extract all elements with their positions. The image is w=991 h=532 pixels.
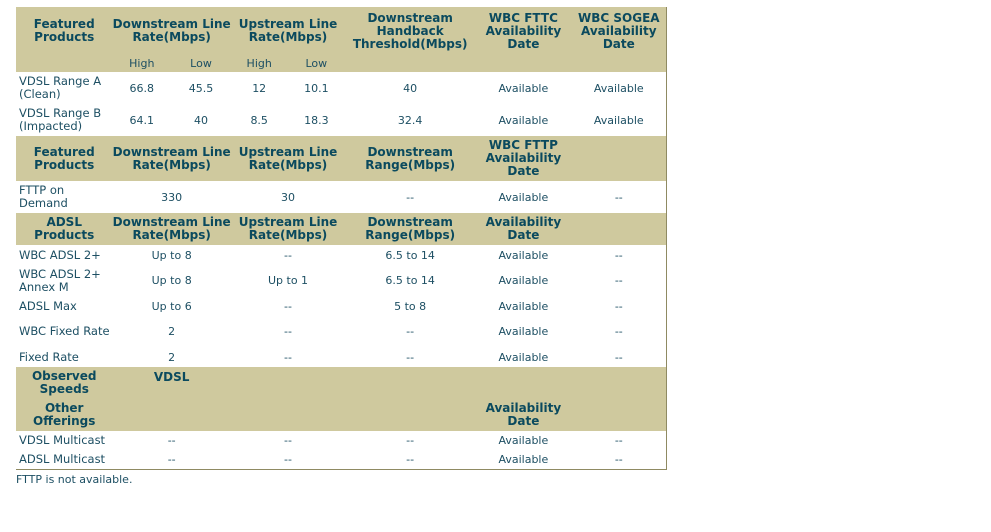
sogea-availability-value: Available (572, 72, 666, 104)
ds-high-value: 64.1 (112, 104, 171, 136)
availability-value: Available (475, 265, 571, 296)
range-value: 6.5 to 14 (345, 245, 475, 265)
other-offerings-header-row (16, 399, 666, 431)
upstream-value: -- (231, 347, 345, 367)
range-value: -- (345, 181, 475, 213)
extra-value: -- (572, 245, 666, 265)
availability-value: Available (475, 245, 571, 265)
subheader-row (16, 55, 666, 72)
header-adsl-products: ADSL Products (16, 213, 112, 245)
header-featured-products: Featured Products (16, 136, 112, 181)
row-label: VDSL Range B (Impacted) (16, 104, 112, 136)
extra-value: -- (572, 265, 666, 296)
fttc-availability-value: Available (475, 72, 571, 104)
table-row (16, 296, 666, 316)
header-upstream-line-rate: Upstream Line Rate(Mbps) (231, 213, 345, 245)
extra-value: -- (572, 296, 666, 316)
range-value: 6.5 to 14 (345, 265, 475, 296)
header-availability-date: Availability Date (475, 399, 571, 431)
extra-value: -- (572, 347, 666, 367)
header-downstream-range: Downstream Range(Mbps) (345, 136, 475, 181)
header-downstream-range: Downstream Range(Mbps) (345, 213, 475, 245)
us-low-value: 10.1 (288, 72, 346, 104)
us-high-value: 8.5 (231, 104, 288, 136)
header-wbc-fttp-availability: WBC FTTP Availability Date (475, 136, 571, 181)
table-row (16, 316, 666, 347)
subheader-blank (16, 55, 112, 72)
table-row (16, 265, 666, 296)
fttc-availability-value: Available (475, 104, 571, 136)
observed-speeds-label: Observed Speeds (16, 367, 112, 399)
observed-vdsl-label: VDSL (112, 367, 230, 399)
upstream-value: Up to 1 (231, 265, 345, 296)
handback-value: 40 (345, 72, 475, 104)
ds-low-value: 45.5 (171, 72, 231, 104)
row-label: Fixed Rate (16, 347, 112, 367)
subheader-us-low: Low (288, 55, 346, 72)
table-row (16, 181, 666, 213)
table-row (16, 450, 666, 469)
header-availability-date: Availability Date (475, 213, 571, 245)
us-high-value: 12 (231, 72, 288, 104)
extra-value: -- (572, 450, 666, 469)
header-upstream-line-rate: Upstream Line Rate(Mbps) (231, 7, 345, 55)
subheader-blank (572, 55, 666, 72)
downstream-value: Up to 6 (112, 296, 230, 316)
table-row (16, 347, 666, 367)
subheader-blank (345, 55, 475, 72)
broadband-availability-table-wrapper (16, 7, 667, 470)
col2-value: -- (231, 450, 345, 469)
header-wbc-sogea-availability: WBC SOGEA Availability Date (572, 7, 666, 55)
col1-value: -- (112, 431, 230, 450)
range-value: 5 to 8 (345, 296, 475, 316)
col1-value: -- (112, 450, 230, 469)
header-wbc-fttc-availability: WBC FTTC Availability Date (475, 7, 571, 55)
header-row-fttp (16, 136, 666, 181)
row-label: VDSL Multicast (16, 431, 112, 450)
availability-value: Available (475, 450, 571, 469)
row-label: ADSL Max (16, 296, 112, 316)
broadband-availability-table (16, 7, 666, 469)
header-downstream-line-rate: Downstream Line Rate(Mbps) (112, 136, 230, 181)
observed-speeds-row (16, 367, 666, 399)
header-downstream-handback: Downstream Handback Threshold(Mbps) (345, 7, 475, 55)
header-downstream-line-rate: Downstream Line Rate(Mbps) (112, 213, 230, 245)
subheader-ds-high: High (112, 55, 171, 72)
availability-value: Available (475, 316, 571, 347)
availability-value: Available (475, 181, 571, 213)
header-row-vdsl (16, 7, 666, 55)
col3-value: -- (345, 431, 475, 450)
row-label: WBC ADSL 2+ (16, 245, 112, 265)
range-value: -- (345, 347, 475, 367)
downstream-value: 2 (112, 316, 230, 347)
header-upstream-line-rate: Upstream Line Rate(Mbps) (231, 136, 345, 181)
row-label: FTTP on Demand (16, 181, 112, 213)
footer-note: FTTP is not available. (16, 473, 133, 486)
downstream-value: 2 (112, 347, 230, 367)
downstream-value: Up to 8 (112, 265, 230, 296)
extra-value: -- (572, 431, 666, 450)
header-downstream-line-rate: Downstream Line Rate(Mbps) (112, 7, 230, 55)
upstream-value: 30 (231, 181, 345, 213)
header-blank (572, 213, 666, 245)
table-row (16, 104, 666, 136)
downstream-value: Up to 8 (112, 245, 230, 265)
row-label: WBC Fixed Rate (16, 316, 112, 347)
table-row (16, 245, 666, 265)
upstream-value: -- (231, 316, 345, 347)
subheader-us-high: High (231, 55, 288, 72)
subheader-blank (475, 55, 571, 72)
header-blank (112, 399, 230, 431)
sogea-availability-value: Available (572, 104, 666, 136)
row-label: VDSL Range A (Clean) (16, 72, 112, 104)
subheader-ds-low: Low (171, 55, 231, 72)
other-offerings-label: Other Offerings (16, 399, 112, 431)
observed-blank (231, 367, 666, 399)
upstream-value: -- (231, 296, 345, 316)
row-label: ADSL Multicast (16, 450, 112, 469)
availability-value: Available (475, 431, 571, 450)
header-blank (231, 399, 345, 431)
us-low-value: 18.3 (288, 104, 346, 136)
ds-low-value: 40 (171, 104, 231, 136)
ds-high-value: 66.8 (112, 72, 171, 104)
header-blank (572, 399, 666, 431)
header-row-adsl (16, 213, 666, 245)
col2-value: -- (231, 431, 345, 450)
row-label: WBC ADSL 2+ Annex M (16, 265, 112, 296)
col3-value: -- (345, 450, 475, 469)
header-blank (345, 399, 475, 431)
table-row (16, 431, 666, 450)
range-value: -- (345, 316, 475, 347)
extra-value: -- (572, 181, 666, 213)
downstream-value: 330 (112, 181, 230, 213)
extra-value: -- (572, 316, 666, 347)
availability-value: Available (475, 296, 571, 316)
upstream-value: -- (231, 245, 345, 265)
availability-value: Available (475, 347, 571, 367)
header-featured-products: Featured Products (16, 7, 112, 55)
header-blank (572, 136, 666, 181)
handback-value: 32.4 (345, 104, 475, 136)
table-row (16, 72, 666, 104)
